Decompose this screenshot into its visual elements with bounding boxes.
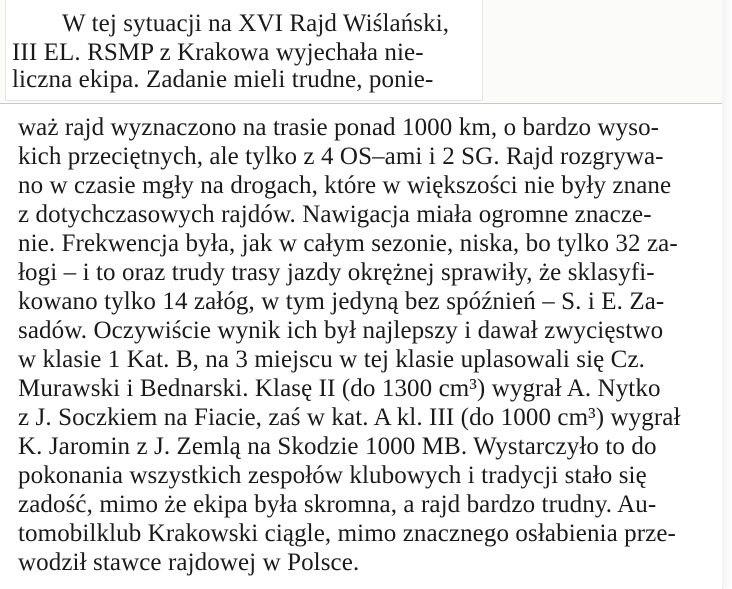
text-line: liczna ekipa. Zadanie mieli trudne, ponie- bbox=[12, 66, 434, 93]
text-line: W tej sytuacji na XVI Rajd Wiślański, bbox=[62, 10, 450, 37]
text-line: wodził stawce rajdowej w Polsce. bbox=[18, 549, 360, 576]
text-line: tomobilklub Krakowski ciągle, mimo znacznego osłabienia prze- bbox=[18, 520, 676, 547]
text-line: III EL. RSMP z Krakowa wyjechała nie- bbox=[12, 39, 424, 66]
text-line: w klasie 1 Kat. B, na 3 miejscu w tej klasie uplasowali się Cz. bbox=[18, 346, 646, 373]
page-edge bbox=[722, 0, 732, 588]
text-clipping-top bbox=[6, 0, 482, 100]
text-line: sadów. Oczywiście wynik ich był najlepszy i dawał zwycięstwo bbox=[18, 317, 664, 344]
text-line: łogi – i to oraz trudy trasy jazdy okrężnej sprawiły, że sklasyfi- bbox=[18, 259, 655, 286]
text-line: K. Jaromin z J. Zemlą na Skodzie 1000 MB. Wystarczyło to do bbox=[18, 433, 657, 460]
text-line: z dotychczasowych rajdów. Nawigacja miała ogromne znacze- bbox=[18, 201, 652, 228]
text-clipping-main bbox=[0, 103, 723, 589]
text-line: kich przeciętnych, ale tylko z 4 OS–ami i 2 SG. Rajd rozgrywa- bbox=[18, 143, 664, 170]
text-line: pokonania wszystkich zespołów klubowych i tradycji stało się bbox=[18, 462, 647, 489]
text-line: no w czasie mgły na drogach, które w większości nie były znane bbox=[18, 172, 672, 199]
text-line: zadość, mimo że ekipa była skromna, a rajd bardzo trudny. Au- bbox=[18, 491, 657, 518]
text-line: waż rajd wyznaczono na trasie ponad 1000 km, o bardzo wyso- bbox=[18, 114, 660, 141]
text-line: Murawski i Bednarski. Klasę II (do 1300 cm³) wygrał A. Nytko bbox=[18, 375, 661, 402]
text-line: z J. Soczkiem na Fiacie, zaś w kat. A kl. III (do 1000 cm³) wygrał bbox=[18, 404, 681, 431]
text-line: kowano tylko 14 załóg, w tym jedyną bez spóźnień – S. i E. Za- bbox=[18, 288, 665, 315]
text-line: nie. Frekwencja była, jak w całym sezonie, niska, bo tylko 32 za- bbox=[18, 230, 678, 257]
